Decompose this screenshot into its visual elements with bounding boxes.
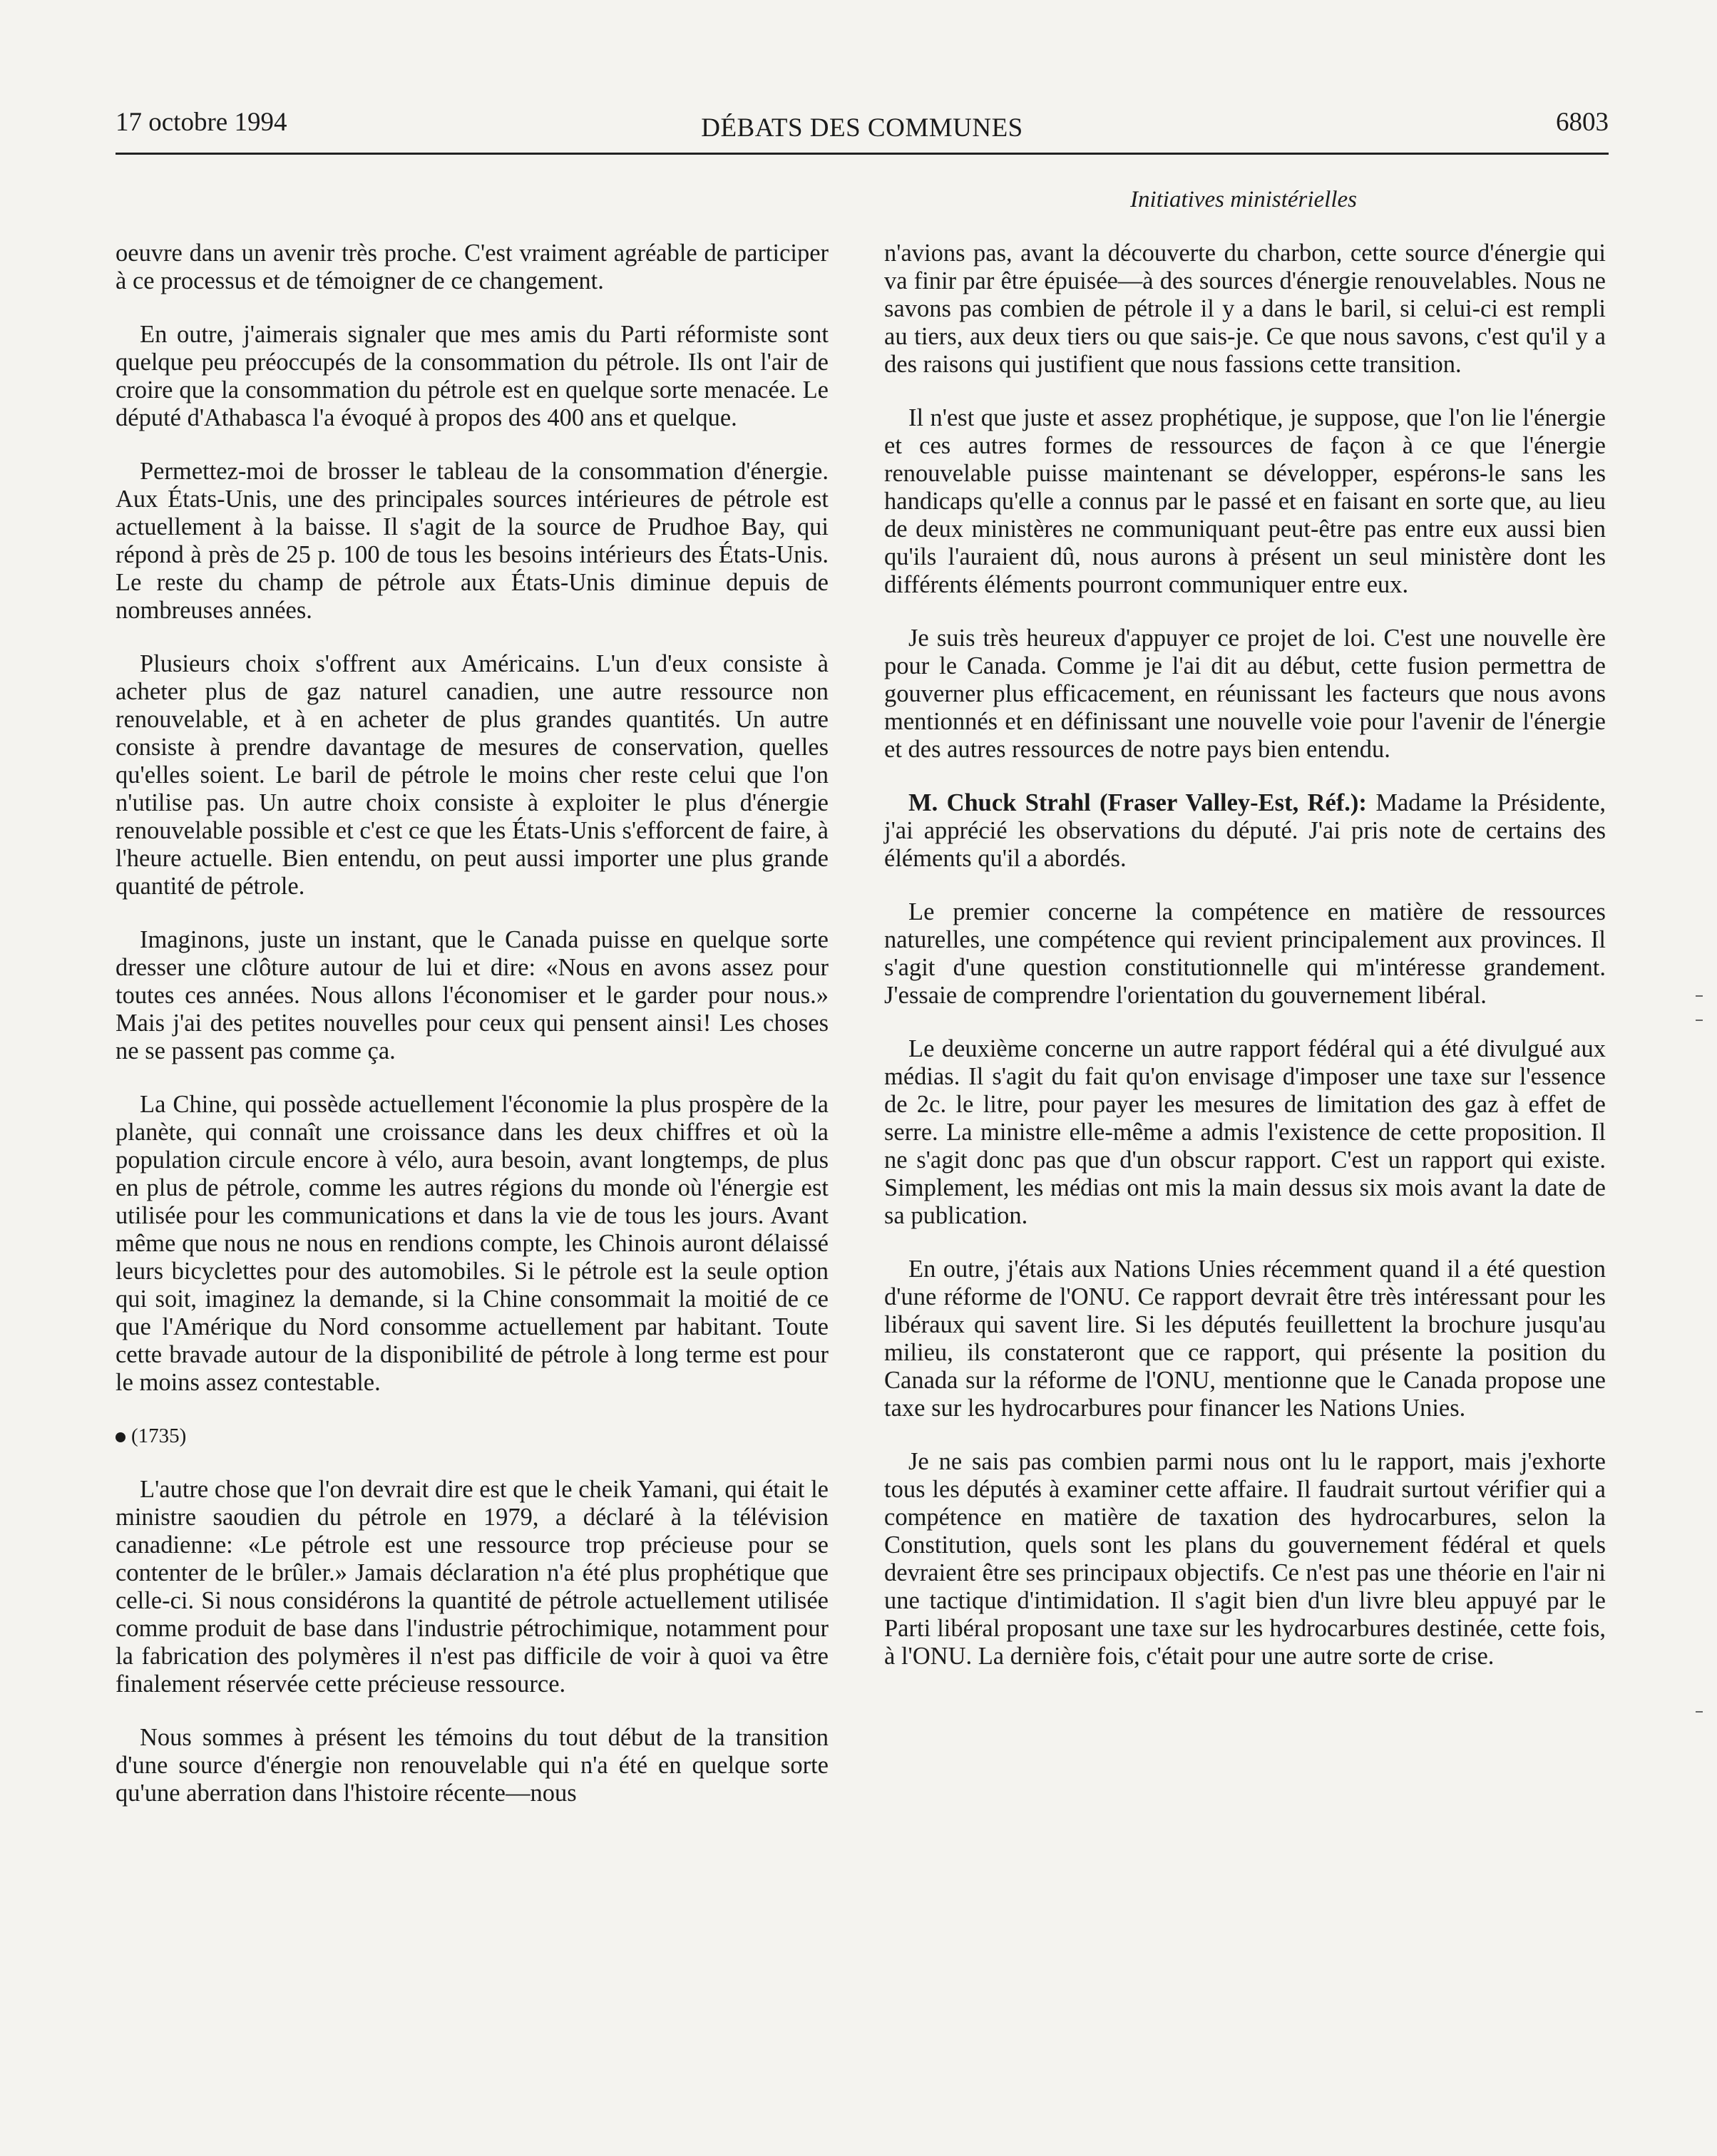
paragraph: n'avions pas, avant la découverte du charbon, cette source d'énergie qui va finir par être épuisée—à des sources d'énergie renouvelables. Nous ne savons pas combien de pétrole il y a dans le baril, si celui-ci est rempli au tiers, aux deux tiers ou que sais-je. Ce que nous savons, c'est qu'il y a des raisons qui justifient que nous fassions cette transition. (884, 240, 1606, 378)
paragraph: Le premier concerne la compétence en matière de ressources naturelles, une compétence qui revient principalement aux provinces. Il s'agit d'une question constitutionnelle qui m'intéresse grandement. J'essaie de comprendre l'orientation du gouvernement libéral. (884, 898, 1606, 1009)
paragraph: Imaginons, juste un instant, que le Canada puisse en quelque sorte dresser une clôture autour de lui et dire: «Nous en avons assez pour toutes ces années. Nous allons l'économiser et le garder pour nous.» Mais j'ai des petites nouvelles pour ceux qui pensent ainsi! Les choses ne se passent pas comme ça. (116, 926, 829, 1064)
paragraph: Permettez-moi de brosser le tableau de la consommation d'énergie. Aux États-Unis, une des principales sources intérieures de pétrole est actuellement à la baisse. Il s'agit de la source de Prudhoe Bay, qui répond à près de 25 p. 100 de tous les besoins intérieurs des États-Unis. Le reste du champ de pétrole aux États-Unis diminue depuis de nombreuses années. (116, 458, 829, 624)
right-column (884, 240, 1606, 1696)
paragraph: En outre, j'aimerais signaler que mes amis du Parti réformiste sont quelque peu préoccupés de la consommation du pétrole. Ils ont l'air de croire que la consommation du pétrole est en quelque sorte menacée. Le député d'Athabasca l'a évoqué à propos des 400 ans et quelque. (116, 321, 829, 431)
bullet-icon (116, 1432, 125, 1442)
paragraph: Il n'est que juste et assez prophétique, je suppose, que l'on lie l'énergie et ces autres formes de ressources de façon à ce que l'énergie renouvelable puisse maintenant se développer, espérons-le sans les handicaps qu'elle a connus par le passé et en faisant en sorte que, au lieu de deux ministères ne communiquant peut-être pas entre eux aussi bien qu'ils l'auraient dû, nous aurons à présent un seul ministère dont les différents éléments pourront communiquer entre eux. (884, 404, 1606, 598)
speaker-paragraph (884, 789, 1606, 873)
scan-mark (1696, 1020, 1703, 1021)
paragraph: oeuvre dans un avenir très proche. C'est vraiment agréable de participer à ce processus et de témoigner de ce changement. (116, 240, 829, 294)
time-marker (116, 1422, 829, 1450)
paragraph: Je ne sais pas combien parmi nous ont lu le rapport, mais j'exhorte tous les députés à examiner cette affaire. Il faudrait surtout vérifier qui a compétence en matière de taxation des hydrocarbures, selon la Constitution, quels sont les plans du gouvernement fédéral et quels devraient être ses principaux objectifs. Ce n'est pas une théorie en l'air ni une tactique d'intimidation. Il s'agit bien d'un livre bleu appuyé par le Parti libéral proposant une taxe sur les hydrocarbures destinée, cette fois, à l'ONU. La dernière fois, c'était pour une autre sorte de crise. (884, 1448, 1606, 1670)
paragraph: L'autre chose que l'on devrait dire est que le cheik Yamani, qui était le ministre saoudien du pétrole en 1979, a déclaré à la télévision canadienne: «Le pétrole est une ressource trop précieuse pour se contenter de le brûler.» Jamais déclaration n'a été plus prophétique que celle-ci. Si nous considérons la quantité de pétrole actuellement utilisée comme produit de base dans l'industrie pétrochimique, notamment pour la fabrication des polymères il n'est pas difficile de voir à quoi va être finalement réservée cette précieuse ressource. (116, 1476, 829, 1698)
paragraph: Je suis très heureux d'appuyer ce projet de loi. C'est une nouvelle ère pour le Canada. Comme je l'ai dit au début, cette fusion permettra de gouverner plus efficacement, en réunissant les facteurs que nous avons mentionnés et en définissant une nouvelle voie pour l'avenir de l'énergie et des autres ressources de notre pays bien entendu. (884, 625, 1606, 763)
page-header (116, 107, 1609, 147)
left-column (116, 240, 829, 1833)
header-page-number: 6803 (1556, 108, 1609, 137)
scan-mark (1696, 1711, 1703, 1713)
paragraph: Nous sommes à présent les témoins du tout début de la transition d'une source d'énergie non renouvelable qui n'a été en quelque sorte qu'une aberration dans l'histoire récente—nous (116, 1724, 829, 1807)
paragraph: La Chine, qui possède actuellement l'économie la plus prospère de la planète, qui connaît une croissance dans les deux chiffres et où la population circule encore à vélo, aura besoin, avant longtemps, de plus en plus de pétrole, comme les autres régions du monde où l'énergie est utilisée pour les communications et dans la vie de tous les jours. Avant même que nous ne nous en rendions compte, les Chinois auront délaissé leurs bicyclettes pour des automobiles. Si le pétrole est la seule option qui soit, imaginez la demande, si la Chine consommait la moitié de ce que l'Amérique du Nord consomme actuellement par habitant. Toute cette bravade autour de la disponibilité de pétrole à long terme est pour le moins assez contestable. (116, 1091, 829, 1396)
scan-mark (1696, 995, 1703, 997)
header-date: 17 octobre 1994 (116, 108, 287, 137)
header-publication: DÉBATS DES COMMUNES (701, 113, 1023, 143)
speaker-text: Madame la Présidente, j'ai apprécié les observations du député. J'ai pris note de certains des éléments qu'il a abordés. (884, 789, 1606, 872)
time-marker-text: (1735) (131, 1424, 187, 1447)
speaker-name: M. Chuck Strahl (Fraser Valley-Est, Réf.): (908, 789, 1367, 816)
paragraph: Le deuxième concerne un autre rapport fédéral qui a été divulgué aux médias. Il s'agit du fait qu'on envisage d'imposer une taxe sur l'essence de 2c. le litre, pour payer les mesures de limitation des gaz à effet de serre. La ministre elle-même a admis l'existence de cette proposition. Il ne s'agit donc pas que d'un obscur rapport. C'est un rapport qui existe. Simplement, les médias ont mis la main dessus six mois avant la date de sa publication. (884, 1035, 1606, 1229)
section-title: Initiatives ministérielles (1129, 187, 1358, 212)
header-rule (116, 153, 1609, 155)
paragraph: En outre, j'étais aux Nations Unies récemment quand il a été question d'une réforme de l'ONU. Ce rapport devrait être très intéressant pour les libéraux qui savent lire. Si les députés feuillettent la brochure jusqu'au milieu, ils constateront que ce rapport, qui présente la position du Canada sur la réforme de l'ONU, mentionne que le Canada propose une taxe sur les hydrocarbures pour financer les Nations Unies. (884, 1256, 1606, 1422)
paragraph: Plusieurs choix s'offrent aux Américains. L'un d'eux consiste à acheter plus de gaz naturel canadien, une autre ressource non renouvelable, et à en acheter de plus grandes quantités. Un autre consiste à prendre davantage de mesures de conservation, quelles qu'elles soient. Le baril de pétrole le moins cher reste celui que l'on n'utilise pas. Un autre choix consiste à exploiter le plus d'énergie renouvelable possible et c'est ce que les États-Unis s'efforcent de faire, à l'heure actuelle. Bien entendu, on peut aussi importer une plus grande quantité de pétrole. (116, 650, 829, 900)
